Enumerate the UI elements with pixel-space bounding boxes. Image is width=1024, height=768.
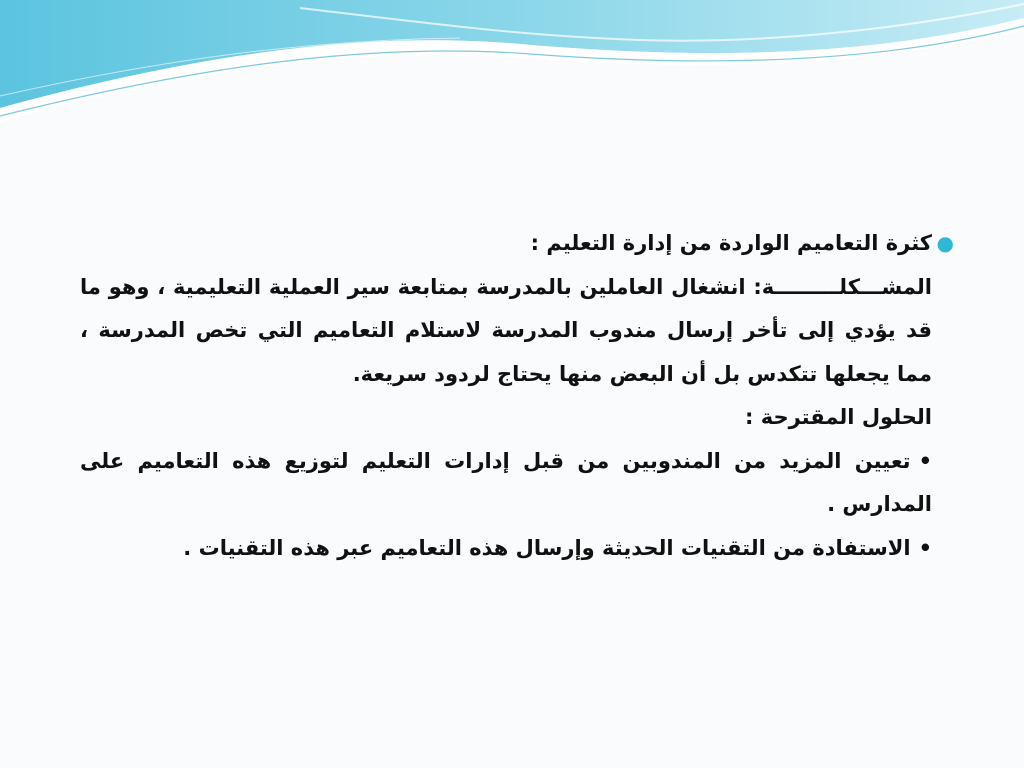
solutions-label: الحلول المقترحة : <box>745 405 932 429</box>
main-bullet-item <box>80 222 954 266</box>
problem-paragraph <box>80 266 932 397</box>
sub-bullet-icon: • <box>918 535 932 560</box>
problem-text: انشغال العاملين بالمدرسة بمتابعة سير العملية التعليمية ، وهو ما قد يؤدي إلى تأخر إرسال مندوب المدرسة لاستلام التعاميم التي تخص المدرسة ، مما يجعلها تتكدس بل أن البعض منها يحتاج لردود سريعة. <box>80 274 932 386</box>
solution-item <box>80 440 932 527</box>
solution-item <box>80 527 932 571</box>
solution-text: تعيين المزيد من المندوبين من قبل إدارات التعليم لتوزيع هذه التعاميم على المدارس . <box>80 448 932 516</box>
solution-text: الاستفادة من التقنيات الحديثة وإرسال هذه التعاميم عبر هذه التقنيات . <box>183 535 911 560</box>
slide-heading: كثرة التعاميم الواردة من إدارة التعليم : <box>530 231 932 255</box>
header-wave-decoration <box>0 0 1024 130</box>
bullet-icon: ● <box>936 231 954 255</box>
sub-bullet-icon: • <box>918 448 932 473</box>
slide-body <box>80 222 954 570</box>
problem-label: المشـــكلـــــــــة: <box>753 274 932 299</box>
